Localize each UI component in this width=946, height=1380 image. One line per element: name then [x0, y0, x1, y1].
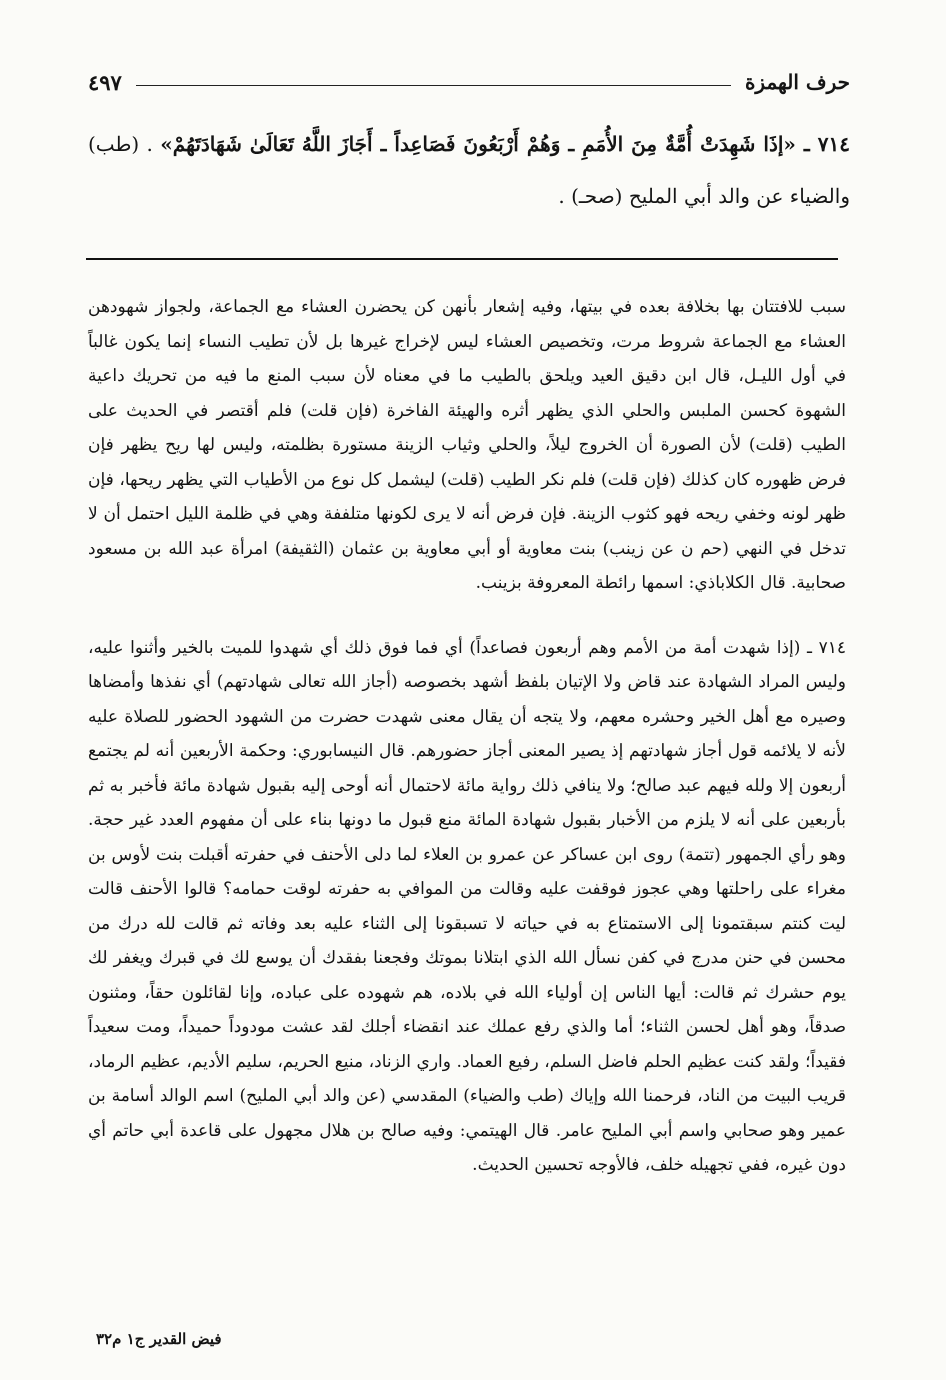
hadith-sources: . (طب) والضياء عن والد أبي المليح (صحـ) .: [88, 132, 850, 208]
section-divider: [86, 258, 838, 260]
commentary-paragraph-714: ٧١٤ ـ (إذا شهدت أمة من الأمم وهم أربعون فصاعداً) أي فما فوق ذلك أي شهدوا للميت بالخير وأثنوا عليه، وليس المراد الشهادة عند قاض ولا الإتيان بلفظ أشهد بخصوصه (أجاز الله تعالى شهادتهم) أي نفذها وأمضاها وصيره مع أهل الخير وحشره معهم، ولا يتجه أن يقال معنى شهدت حضرت من الشهود الحضور للصلاة عليه لأنه لا يلائمه قول أجاز شهادتهم إذ يصير المعنى أجاز حضورهم. قال النيسابوري: وحكمة الأربعين أنه لم يجتمع أربعون إلا ولله فيهم عبد صالح؛ ولا ينافي ذلك رواية مائة لاحتمال أنه أوحى إليه بقبول شهادة مائة فأخبر به ثم بأربعين على أنه لا يلزم من الأخبار بقبول شهادة المائة منع قبول ما دونها بناء على أن مفهوم العدد غير حجة. وهو رأي الجمهور (تتمة) روى ابن عساكر عن عمرو بن العلاء لما دلى الأحنف في حفرته أقبلت بنت لأوس بن مغراء على راحلتها وهي عجوز فوقفت عليه وقالت من الموافي به حفرته لوقت حمامه؟ قالوا الأحنف قالت ليت كنتم سبقتمونا إلى الاستمتاع به في حياته لا تسبقونا إلى الثناء عليه بعد وفاته ثم قالت لله درك من محسن في حنن مدرج في كفن نسأل الله الذي ابتلانا بموتك وفجعنا بفقدك أن يوسع لك في قبرك ويغفر لك يوم حشرك ثم قالت: أيها الناس إن أولياء الله في بلاده، هم شهوده على عباده، وإنا لقائلون حقاً، ومثنون صدقاً، وهو أهل لحسن الثناء؛ أما والذي رفع عملك عند انقضاء أجلك لقد عشت مودوداً حميداً، ومت سعيداً فقيداً؛ ولقد كنت عظيم الحلم فاضل السلم، رفيع العماد. واري الزناد، منيع الحريم، سليم الأديم، عظيم الرماد، قريب البيت من الناد، فرحمنا الله وإياك (طب والضياء) المقدسي (عن والد أبي المليح) اسم الوالد أسامة بن عمير وهو صحابي واسم أبي المليح عامر. قال الهيتمي: وفيه صالح بن هلال مجهول على قاعدة أبي حاتم أي دون غيره، ففي تجهيله خلف، فالأوجه تحسين الحديث.: [88, 637, 846, 1175]
hadith-matn: ٧١٤ ـ «إذَا شَهِدَتْ أُمَّةٌ مِنَ الأُمَمِ ـ وَهُمْ أَرْبَعُونَ فَصَاعِداً ـ أَجَازَ اللَّهُ تَعَالَىٰ شَهَادَتَهُمْ»: [160, 132, 850, 156]
page-number: ٤٩٧: [88, 69, 122, 95]
page-footer-signature: فيض القدير ج١ م٣٢: [96, 1330, 222, 1348]
header-rule: [136, 85, 731, 86]
commentary-paragraph-previous: سبب للافتتان بها بخلافة بعده في بيتها، وفيه إشعار بأنهن كن يحضرن العشاء مع الجماعة، ولجواز شهودهن العشاء مع الجماعة شروط مرت، وتخصيص العشاء ليس لإخراج غيرها بل لأن تطيب النساء إنما يكون غالباً في أول الليـل، قال ابن دقيق العيد ويلحق بالطيب ما في معناه لأن سبب المنع ما فيه من تحريك داعية الشهوة كحسن الملبس والحلي الذي يظهر أثره والهيئة الفاخرة (فإن قلت) فلم أقتصر في الحديث على الطيب (قلت) لأن الصورة أن الخروج ليلاً، والحلي وثياب الزينة مستورة بظلمته، وليس لها ريح يظهر فإن فرض ظهوره كان كذلك (فإن قلت) فلم نكر الطيب (قلت) ليشمل كل نوع من الأطياب التي يظهر ريحها، فإن ظهر لونه وخفي ريحه فهو كثوب الزينة. فإن فرض أنه لا يرى لكونها متلففة وهي في ظلمة الليل احتمل أن لا تدخل في النهي (حم ن عن زينب) بنت معاوية أو أبي معاوية بن عثمان (الثقيفة) امرأة عبد الله بن مسعود صحابية. قال الكلاباذي: اسمها رائطة المعروفة بزينب.: [88, 297, 846, 593]
commentary-body: [88, 290, 846, 1183]
running-header: [88, 64, 850, 100]
chapter-title: حرف الهمزة: [744, 70, 850, 94]
hadith-text: [88, 118, 850, 222]
